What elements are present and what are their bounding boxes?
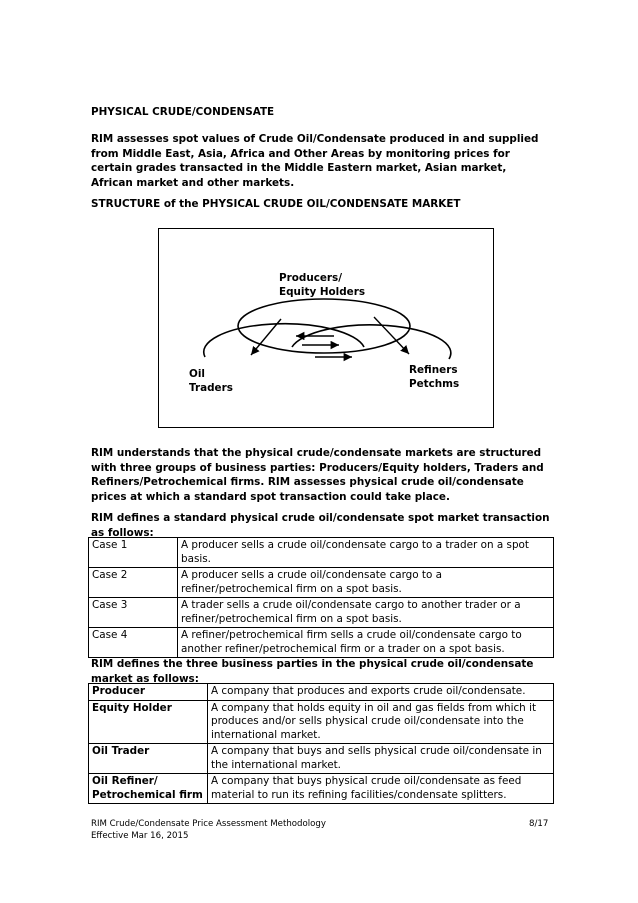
case-description: A refiner/petrochemical firm sells a crude oil/condensate cargo to another refiner/petrochemical firm or a trader on a spot basis. (178, 628, 554, 658)
refiners-ellipse (292, 325, 451, 359)
table-row (89, 538, 554, 568)
producers-label-line1: Producers/ (279, 272, 343, 284)
footer-document-title: RIM Crude/Condensate Price Assessment Methodology (91, 819, 326, 829)
page-title: PHYSICAL CRUDE/CONDENSATE (91, 106, 275, 118)
case-name: Case 2 (89, 568, 178, 598)
intro-paragraph: RIM assesses spot values of Crude Oil/Condensate produced in and supplied from Middle East, Asia, Africa and Other Areas by monitoring prices for certain grades transacted in the Middle Eastern market, Asian market, African market and other markets. (91, 133, 539, 189)
party-description: A company that buys physical crude oil/condensate as feed material to run its refining facilities/condensate splitters. (208, 774, 554, 804)
party-description: A company that holds equity in oil and gas fields from which it produces and/or sells physical crude oil/condensate into the international market. (208, 700, 554, 744)
producers-label (279, 271, 365, 299)
table-row (89, 684, 554, 701)
producers-label-line2: Equity Holders (279, 286, 366, 298)
traders-label (189, 367, 233, 395)
refiners-label-line1: Refiners (409, 364, 458, 376)
case-name: Case 1 (89, 538, 178, 568)
footer (91, 818, 326, 842)
refiners-label (409, 363, 459, 391)
party-description: A company that buys and sells physical crude oil/condensate in the international market. (208, 744, 554, 774)
market-structure-diagram (158, 228, 494, 428)
case-description: A trader sells a crude oil/condensate cargo to another trader or a refiner/petrochemical firm on a spot basis. (178, 598, 554, 628)
refiners-label-line2: Petchms (409, 378, 460, 390)
traders-label-line2: Traders (189, 382, 233, 394)
case-description: A producer sells a crude oil/condensate cargo to a refiner/petrochemical firm on a spot basis. (178, 568, 554, 598)
table-row (89, 744, 554, 774)
table-row (89, 568, 554, 598)
case-name: Case 4 (89, 628, 178, 658)
case-name: Case 3 (89, 598, 178, 628)
footer-effective-date: Effective Mar 16, 2015 (91, 831, 189, 841)
case-description: A producer sells a crude oil/condensate cargo to a trader on a spot basis. (178, 538, 554, 568)
structure-heading: STRUCTURE of the PHYSICAL CRUDE OIL/CONDENSATE MARKET (91, 198, 461, 210)
traders-label-line1: Oil (189, 368, 205, 380)
spot-definition-heading: RIM defines a standard physical crude oil/condensate spot market transaction as follows: (91, 512, 550, 539)
table-row (89, 700, 554, 744)
party-description: A company that produces and exports crude oil/condensate. (208, 684, 554, 701)
table-row (89, 628, 554, 658)
page-number: 8/17 (529, 819, 549, 829)
structure-paragraph: RIM understands that the physical crude/condensate markets are structured with three groups of business parties: Producers/Equity holders, Traders and Refiners/Petrochemical firms. RIM assesses physical crude oil/condensate prices at which a standard spot transaction could take place. (91, 447, 544, 503)
party-name: Equity Holder (89, 700, 208, 744)
cases-table (88, 537, 554, 658)
table-row (89, 598, 554, 628)
diagram-graphics (159, 229, 495, 429)
party-name: Oil Refiner/ Petrochemical firm (89, 774, 208, 804)
table-row (89, 774, 554, 804)
party-name: Oil Trader (89, 744, 208, 774)
parties-definition-heading: RIM defines the three business parties in the physical crude oil/condensate market as follows: (91, 658, 534, 685)
party-name: Producer (89, 684, 208, 701)
parties-table (88, 683, 554, 804)
